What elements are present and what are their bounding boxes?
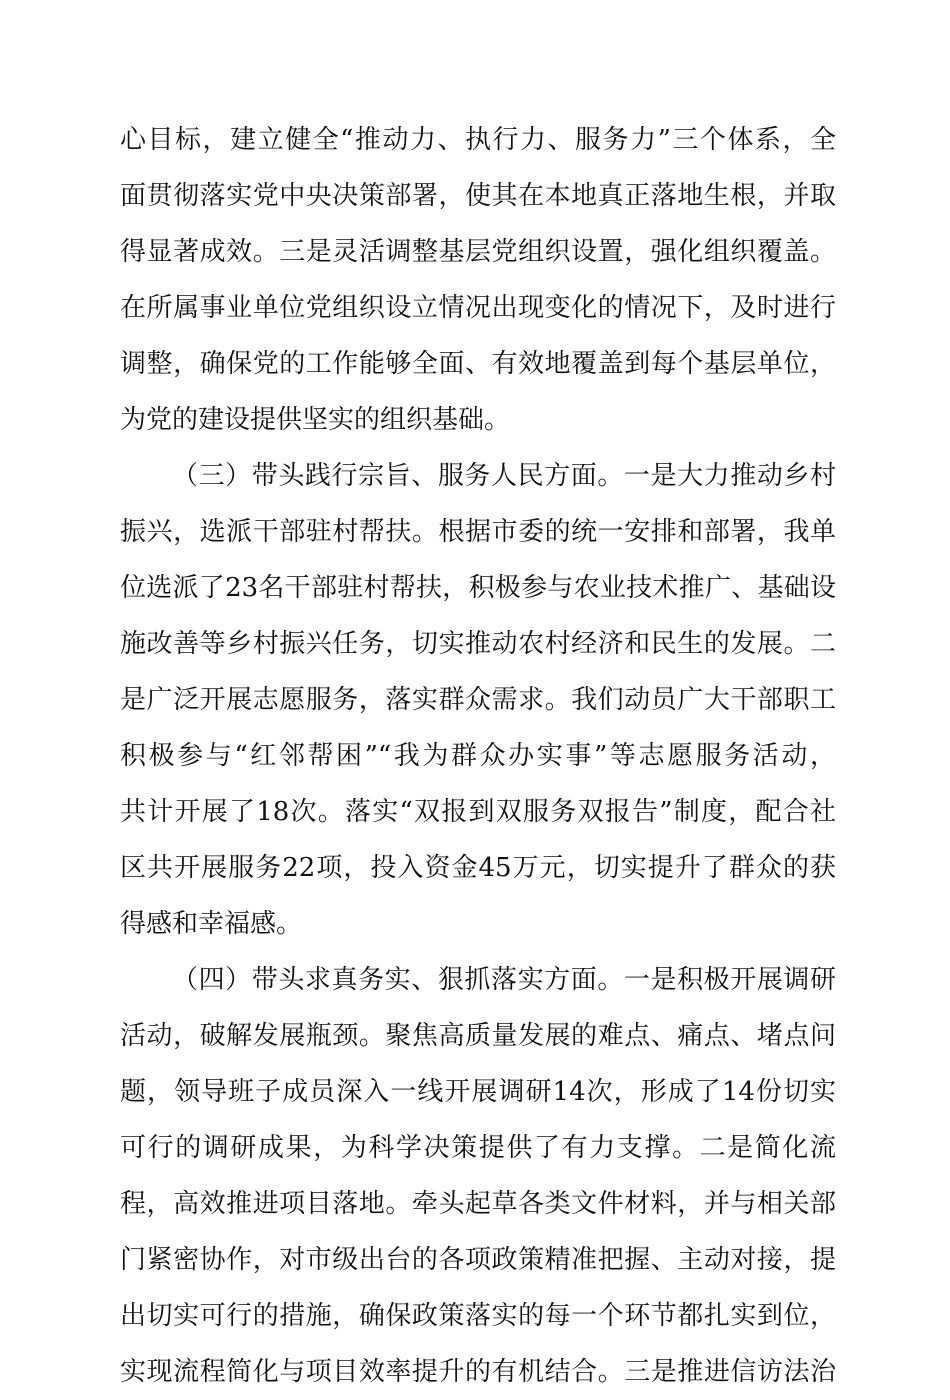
text-line: 调整，确保党的工作能够全面、有效地覆盖到每个基层单位， <box>120 349 836 379</box>
text-line: 振兴，选派干部驻村帮扶。根据市委的统一安排和部署，我单 <box>120 517 836 547</box>
paragraph-last-line: 得感和幸福感。 <box>120 909 303 939</box>
text-line: 活动，破解发展瓶颈。聚焦高质量发展的难点、痛点、堵点问 <box>120 1021 836 1051</box>
text-line: 题，领导班子成员深入一线开展调研14次，形成了14份切实 <box>120 1077 836 1107</box>
section-heading-line: （三）带头践行宗旨、服务人民方面。一是大力推动乡村 <box>172 461 836 491</box>
text-line: 共计开展了18次。落实“双报到双服务双报告”制度，配合社 <box>120 797 836 827</box>
text-line: 程，高效推进项目落地。牵头起草各类文件材料，并与相关部 <box>120 1189 836 1219</box>
text-line: 区共开展服务22项，投入资金45万元，切实提升了群众的获 <box>120 853 836 883</box>
text-line: 积极参与“红邻帮困”“我为群众办实事”等志愿服务活动， <box>120 741 836 771</box>
text-line: 得显著成效。三是灵活调整基层党组织设置，强化组织覆盖。 <box>120 237 836 267</box>
text-line: 实现流程简化与项目效率提升的有机结合。三是推进信访法治 <box>120 1357 836 1387</box>
body-text <box>120 112 836 1400</box>
text-line: 门紧密协作，对市级出台的各项政策精准把握、主动对接，提 <box>120 1245 836 1275</box>
text-line: 位选派了23名干部驻村帮扶，积极参与农业技术推广、基础设 <box>120 573 836 603</box>
text-line: 心目标，建立健全“推动力、执行力、服务力”三个体系，全 <box>120 125 836 155</box>
text-line: 在所属事业单位党组织设立情况出现变化的情况下，及时进行 <box>120 293 836 323</box>
section-heading-line: （四）带头求真务实、狠抓落实方面。一是积极开展调研 <box>172 965 836 995</box>
text-line: 可行的调研成果，为科学决策提供了有力支撑。二是简化流 <box>120 1133 836 1163</box>
text-line: 面贯彻落实党中央决策部署，使其在本地真正落地生根，并取 <box>120 181 836 211</box>
text-line: 是广泛开展志愿服务，落实群众需求。我们动员广大干部职工 <box>120 685 836 715</box>
text-line: 出切实可行的措施，确保政策落实的每一个环节都扎实到位， <box>120 1301 836 1331</box>
text-line: 施改善等乡村振兴任务，切实推动农村经济和民生的发展。二 <box>120 629 836 659</box>
paragraph-last-line: 为党的建设提供坚实的组织基础。 <box>120 405 511 435</box>
